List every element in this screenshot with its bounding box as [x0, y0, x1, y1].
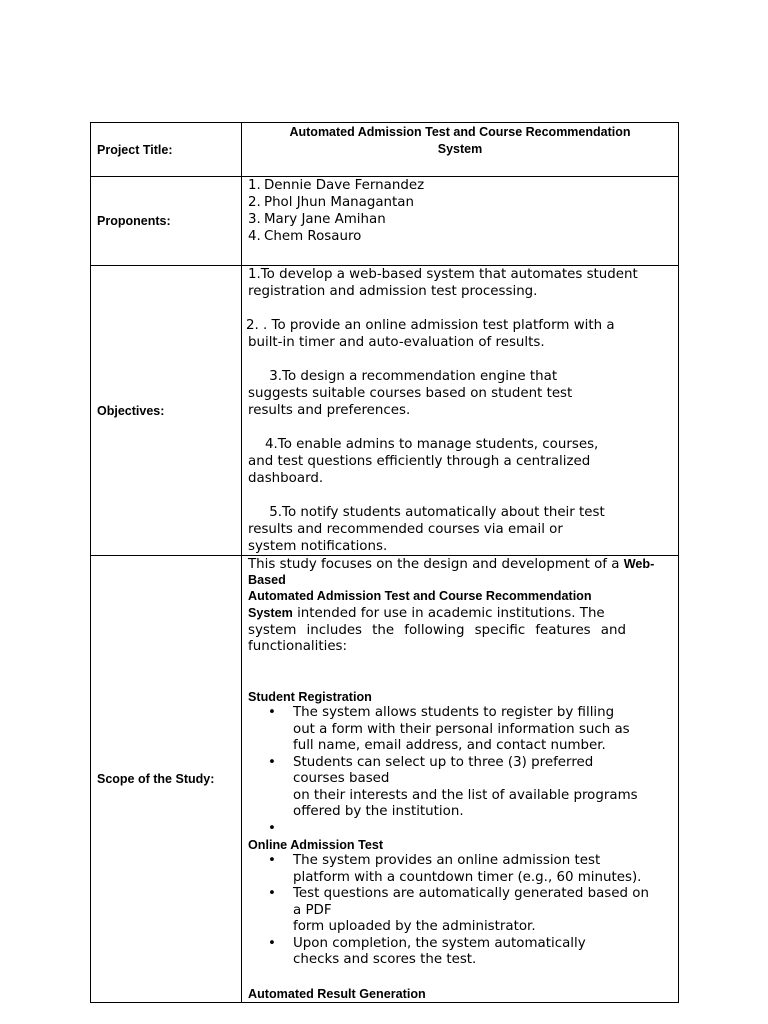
objective-line: 4.To enable admins to manage students, courses,: [248, 437, 599, 452]
project-info-table: [90, 122, 679, 1003]
objective-line: 1.To develop a web-based system that automates student: [248, 267, 638, 282]
list-item: [268, 821, 678, 837]
scope-intro-line: [248, 573, 678, 588]
bullet-icon: •: [268, 705, 276, 720]
row-objectives: [91, 266, 679, 556]
list-item: [268, 936, 678, 969]
bullet-icon: •: [268, 935, 276, 951]
objective-line: dashboard.: [248, 471, 324, 486]
bullet-icon: •: [268, 820, 276, 836]
list-line: platform with a countdown timer (e.g., 60 minutes).: [293, 869, 642, 885]
scope-intro-line: [248, 605, 678, 623]
proponent-name: Dennie Dave Fernandez: [264, 178, 425, 193]
list-line: checks and scores the test.: [293, 952, 477, 967]
list-line: a PDF: [293, 902, 332, 918]
objective-line: system notifications.: [248, 539, 388, 554]
value-cell: [242, 177, 679, 266]
row-project-title: [91, 123, 679, 177]
scope-intro-line: [248, 588, 678, 605]
list-line: offered by the institution.: [293, 804, 464, 819]
value-cell: [242, 266, 679, 556]
list-item: [248, 211, 678, 228]
objective-line: 3.To design a recommendation engine that: [248, 369, 558, 384]
label-cell: [91, 177, 242, 266]
value-cell: [242, 556, 679, 1003]
scope-intro-line: system includes the following specific features and: [248, 622, 626, 638]
list-line: out a form with their personal information such as: [293, 721, 630, 737]
list-line: The system allows students to register by filling: [293, 705, 615, 720]
project-title-line-2: System: [437, 142, 483, 156]
objective-line: registration and admission test processing.: [248, 284, 538, 299]
bullet-icon: •: [268, 853, 276, 868]
list-line: on their interests and the list of available programs: [293, 787, 638, 803]
objective-line: 5.To notify students automatically about their test: [248, 505, 605, 520]
scope-bold-text: Web-: [623, 557, 655, 571]
section-heading: Online Admission Test: [248, 837, 384, 852]
objective-line: and test questions efficiently through a centralized: [248, 454, 591, 469]
list-line: full name, email address, and contact number.: [293, 738, 606, 753]
list-line: Upon completion, the system automatically: [293, 935, 586, 951]
list-line: Students can select up to three (3) preferred: [293, 754, 594, 770]
objective-line: suggests suitable courses based on student test: [248, 386, 573, 401]
list-number: 4.: [248, 229, 261, 244]
bullet-icon: •: [268, 886, 276, 901]
scope-bold-text: Based: [248, 573, 286, 587]
list-number: 1.: [248, 178, 261, 193]
objectives-content: [242, 266, 678, 555]
list-line: form uploaded by the administrator.: [293, 919, 536, 934]
list-item: [248, 194, 678, 211]
proponents-list: [242, 177, 678, 245]
row-proponents: [91, 177, 679, 266]
project-title-value: [242, 123, 678, 158]
scope-text: intended for use in academic institutions. The: [292, 606, 605, 621]
list-line: Test questions are automatically generated based on: [293, 886, 649, 901]
project-title-label: Project Title:: [97, 142, 173, 157]
proponent-name: Phol Jhun Managantan: [264, 195, 414, 210]
bullet-icon: •: [268, 754, 276, 770]
scope-content: [242, 556, 678, 1002]
scope-intro-line: [248, 556, 678, 573]
list-item: [248, 177, 678, 194]
value-cell: [242, 123, 679, 177]
scope-label: Scope of the Study:: [97, 772, 215, 786]
section-list: [248, 853, 678, 969]
list-item: [248, 228, 678, 245]
label-cell: [91, 556, 242, 1003]
row-scope: [91, 556, 679, 1003]
scope-bold-text: Automated Admission Test and Course Recommendation: [248, 589, 592, 603]
list-item: [268, 705, 678, 755]
section-list: [248, 705, 678, 837]
proponent-name: Mary Jane Amihan: [264, 212, 386, 227]
list-number: 2.: [248, 195, 261, 210]
label-cell: [91, 123, 242, 177]
section-heading: Automated Result Generation: [248, 986, 426, 1001]
list-line: The system provides an online admission test: [293, 853, 601, 868]
objective-line: results and recommended courses via email or: [248, 522, 563, 537]
proponent-name: Chem Rosauro: [264, 229, 362, 244]
label-cell: [91, 266, 242, 556]
objectives-label: Objectives:: [97, 403, 165, 418]
scope-intro-line: functionalities:: [248, 639, 348, 654]
objective-line: built-in timer and auto-evaluation of results.: [248, 335, 545, 350]
list-item: [268, 886, 678, 936]
list-item: [268, 853, 678, 886]
objective-line: results and preferences.: [248, 403, 411, 418]
list-number: 3.: [248, 212, 261, 227]
project-title-line-1: Automated Admission Test and Course Recommendation: [289, 125, 631, 139]
objective-line: 2. . To provide an online admission test platform with a: [246, 318, 615, 333]
scope-text: This study focuses on the design and development of a: [248, 557, 624, 572]
section-heading: Student Registration: [248, 689, 372, 704]
proponents-label: Proponents:: [97, 214, 171, 228]
scope-bold-text: System: [248, 606, 293, 620]
list-line: courses based: [293, 771, 390, 786]
list-item: [268, 755, 678, 821]
